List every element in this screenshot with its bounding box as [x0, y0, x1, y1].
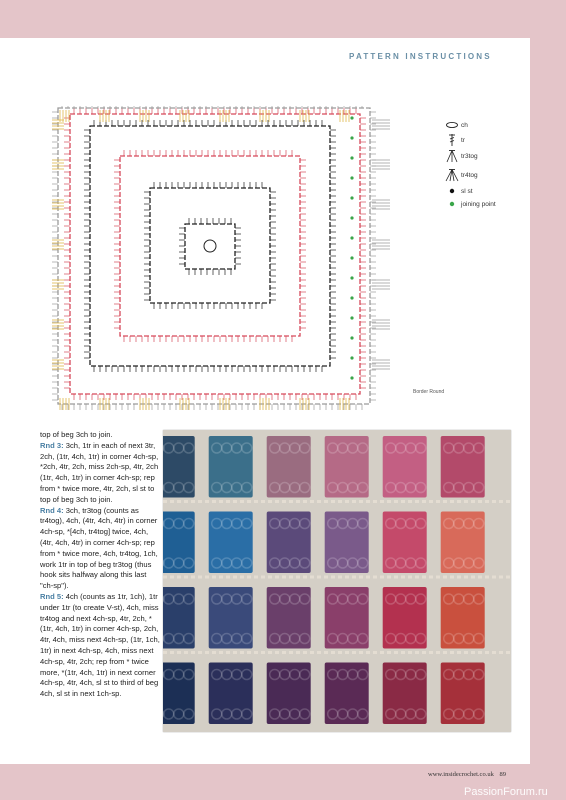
legend-label: tr4tog [461, 171, 478, 179]
legend-item-sl-st [445, 184, 473, 198]
chart-round-2 [144, 182, 276, 309]
slip-stitch-dot-icon [445, 184, 459, 198]
granny-square [383, 663, 427, 725]
granny-square [163, 512, 195, 574]
chart-round-3 [114, 150, 306, 342]
granny-square [325, 587, 369, 649]
round-text: top of beg 3ch to join. [40, 430, 113, 439]
chart-center-ring [204, 240, 216, 252]
crochet-blanket-photo [163, 430, 511, 732]
crochet-chart [50, 106, 420, 416]
granny-square [441, 663, 485, 725]
round-label: Rnd 5: [40, 591, 64, 601]
tr3tog-icon [445, 149, 459, 163]
legend-item-tr [445, 133, 465, 147]
chart-round-1 [179, 218, 241, 275]
granny-square [441, 512, 485, 574]
round-text: 4ch (counts as 1tr, 1ch), 1tr under 1tr (to create V-st), 4ch, miss tr4tog and next 4ch-sp, 4tr, 2ch, *(1tr, 4ch, 1tr) in corner 4ch-sp, 2ch, 4tr, 4ch, miss next 4ch-sp, (1tr, 1ch, 1tr) in next 4ch-sp, 4ch, miss next 4ch-sp, 4tr, 2ch; rep from * twice more, *(1tr, 4ch, 1tr) in next corner 4ch-sp, 4tr, 4ch, sl st to third of beg 4ch, sl st in next 1ch-sp. [40, 591, 160, 699]
granny-square [163, 663, 195, 725]
granny-square [383, 587, 427, 649]
tr4tog-icon [445, 168, 459, 182]
round-label: Rnd 4: [40, 505, 64, 515]
crochet-chart-diagram [50, 106, 420, 416]
granny-square [163, 587, 195, 649]
legend-label: tr [461, 136, 465, 144]
border-round-label: Border Round [413, 389, 445, 395]
instruction-paragraph [40, 592, 160, 700]
legend-item-tr3tog [445, 149, 478, 163]
granny-square [267, 587, 311, 649]
blanket-image [163, 430, 511, 732]
granny-square [325, 512, 369, 574]
granny-square [209, 587, 253, 649]
round-text: 3ch, tr3tog (counts as tr4tog), 4ch, (4tr, 4ch, 4tr) in corner 4ch-sp, *[4ch, tr4tog] twice, 4ch, (4tr, 4ch, 4tr) in corner 4ch-sp; rep from * twice more, 4ch, tr4tog, 1ch, work 1tr in top of beg tr3tog (thus hook sits halfway along this last "ch-sp"). [40, 505, 158, 591]
footer-url: www.insidecrochet.co.uk [428, 771, 494, 778]
legend-label: sl st [461, 187, 473, 195]
granny-square [267, 512, 311, 574]
legend-item-tr4tog [445, 168, 478, 182]
chart-round-4 [84, 120, 336, 372]
page-number: 89 [499, 771, 506, 778]
granny-square [267, 663, 311, 725]
joining-point-dot-icon [445, 197, 459, 211]
chart-border-stitches [52, 110, 390, 410]
granny-square [441, 436, 485, 498]
granny-square [163, 436, 195, 498]
granny-square [383, 512, 427, 574]
joining-points [350, 116, 353, 379]
instruction-paragraph [40, 430, 160, 441]
round-label: Rnd 3: [40, 440, 64, 450]
legend-item-joining-point [445, 197, 496, 211]
page-footer [428, 771, 506, 778]
chain-oval-icon [445, 118, 459, 132]
granny-square [209, 436, 253, 498]
legend-label: joining point [461, 200, 496, 208]
instruction-paragraph [40, 441, 160, 506]
instruction-paragraph [40, 506, 160, 592]
legend-label: ch [461, 121, 468, 129]
granny-square [209, 663, 253, 725]
legend-label: tr3tog [461, 152, 478, 160]
granny-square [267, 436, 311, 498]
watermark: PassionForum.ru [464, 786, 548, 798]
granny-square [209, 512, 253, 574]
legend-item-ch [445, 118, 468, 132]
round-text: 3ch, 1tr in each of next 3tr, 2ch, (1tr, 4ch, 1tr) in corner 4ch-sp, *2ch, 4tr, 2ch, miss 2ch-sp, 4tr, 2ch (1tr, 4ch, 1tr) in corner 4ch-sp; rep from * twice more, 4tr, 2ch, sl st to top of beg 3ch to join. [40, 440, 159, 504]
instructions-text [40, 430, 160, 700]
granny-square [441, 587, 485, 649]
chart-round-5 [64, 108, 366, 400]
granny-square [325, 663, 369, 725]
treble-stitch-icon [445, 133, 459, 147]
granny-square [383, 436, 427, 498]
granny-square [325, 436, 369, 498]
section-header: PATTERN INSTRUCTIONS [349, 52, 492, 61]
